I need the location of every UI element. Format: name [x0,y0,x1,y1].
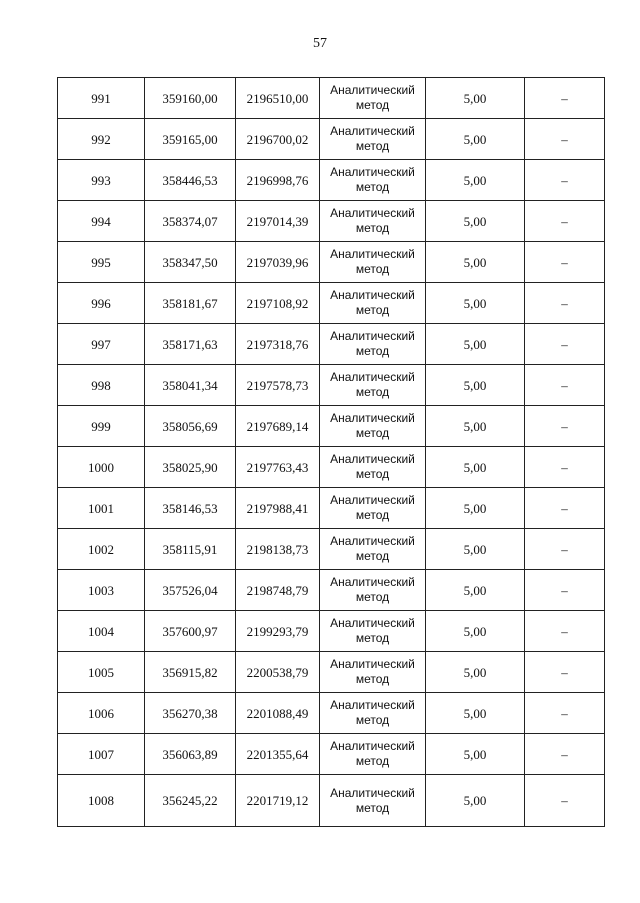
y-coordinate-cell: 2196998,76 [236,160,320,201]
accuracy-cell: 5,00 [426,201,525,242]
description-cell: – [525,652,605,693]
accuracy-cell: 5,00 [426,652,525,693]
method-line-1: Аналитический [330,534,415,548]
point-number-cell: 1006 [58,693,145,734]
method-line-1: Аналитический [330,575,415,589]
point-number-cell: 1004 [58,611,145,652]
method-line-1: Аналитический [330,657,415,671]
method-line-2: метод [355,221,390,235]
method-line-2: метод [355,98,390,112]
method-line-2: метод [355,139,390,153]
description-cell: – [525,119,605,160]
method-line-1: Аналитический [330,739,415,753]
method-cell [320,324,426,365]
description-cell: – [525,201,605,242]
method-line-2: метод [355,303,390,317]
description-cell: – [525,775,605,827]
table-row [58,570,605,611]
method-line-1: Аналитический [330,411,415,425]
table-row [58,652,605,693]
y-coordinate-cell: 2197108,92 [236,283,320,324]
page-number: 57 [313,36,327,51]
accuracy-cell: 5,00 [426,734,525,775]
table-row [58,529,605,570]
y-coordinate-cell: 2201719,12 [236,775,320,827]
method-line-1: Аналитический [330,370,415,384]
table-row [58,242,605,283]
method-cell [320,529,426,570]
description-cell: – [525,283,605,324]
method-cell [320,119,426,160]
description-cell: – [525,242,605,283]
x-coordinate-cell: 356245,22 [145,775,236,827]
method-line-2: метод [355,426,390,440]
description-cell: – [525,693,605,734]
point-number-cell: 999 [58,406,145,447]
x-coordinate-cell: 356915,82 [145,652,236,693]
x-coordinate-cell: 358446,53 [145,160,236,201]
accuracy-cell: 5,00 [426,529,525,570]
x-coordinate-cell: 357526,04 [145,570,236,611]
x-coordinate-cell: 358347,50 [145,242,236,283]
description-cell: – [525,611,605,652]
method-cell [320,242,426,283]
point-number-cell: 997 [58,324,145,365]
method-line-1: Аналитический [330,616,415,630]
accuracy-cell: 5,00 [426,119,525,160]
y-coordinate-cell: 2197763,43 [236,447,320,488]
y-coordinate-cell: 2200538,79 [236,652,320,693]
x-coordinate-cell: 358181,67 [145,283,236,324]
table-row [58,365,605,406]
method-line-1: Аналитический [330,329,415,343]
method-cell [320,160,426,201]
description-cell: – [525,78,605,119]
method-line-2: метод [355,590,390,604]
method-line-2: метод [355,262,390,276]
x-coordinate-cell: 358041,34 [145,365,236,406]
y-coordinate-cell: 2199293,79 [236,611,320,652]
method-cell [320,734,426,775]
x-coordinate-cell: 358056,69 [145,406,236,447]
y-coordinate-cell: 2197039,96 [236,242,320,283]
method-line-1: Аналитический [330,288,415,302]
method-line-2: метод [355,631,390,645]
table-row [58,611,605,652]
description-cell: – [525,488,605,529]
description-cell: – [525,160,605,201]
accuracy-cell: 5,00 [426,693,525,734]
point-number-cell: 1007 [58,734,145,775]
accuracy-cell: 5,00 [426,283,525,324]
y-coordinate-cell: 2196510,00 [236,78,320,119]
point-number-cell: 1001 [58,488,145,529]
method-line-1: Аналитический [330,698,415,712]
method-cell [320,283,426,324]
method-cell [320,365,426,406]
point-number-cell: 1008 [58,775,145,827]
table-row [58,447,605,488]
description-cell: – [525,447,605,488]
accuracy-cell: 5,00 [426,775,525,827]
coordinates-table [57,77,605,827]
description-cell: – [525,406,605,447]
point-number-cell: 1005 [58,652,145,693]
table-row [58,78,605,119]
method-cell [320,693,426,734]
y-coordinate-cell: 2197578,73 [236,365,320,406]
table-row [58,283,605,324]
method-line-1: Аналитический [330,247,415,261]
point-number-cell: 1000 [58,447,145,488]
x-coordinate-cell: 359165,00 [145,119,236,160]
description-cell: – [525,570,605,611]
method-line-2: метод [355,180,390,194]
method-line-1: Аналитический [330,165,415,179]
point-number-cell: 993 [58,160,145,201]
method-cell [320,488,426,529]
method-cell [320,775,426,827]
description-cell: – [525,529,605,570]
x-coordinate-cell: 359160,00 [145,78,236,119]
method-cell [320,78,426,119]
method-line-2: метод [355,672,390,686]
accuracy-cell: 5,00 [426,570,525,611]
accuracy-cell: 5,00 [426,78,525,119]
method-cell [320,201,426,242]
x-coordinate-cell: 356063,89 [145,734,236,775]
method-line-2: метод [355,800,390,815]
accuracy-cell: 5,00 [426,488,525,529]
accuracy-cell: 5,00 [426,406,525,447]
x-coordinate-cell: 357600,97 [145,611,236,652]
method-line-2: метод [355,467,390,481]
point-number-cell: 998 [58,365,145,406]
point-number-cell: 994 [58,201,145,242]
y-coordinate-cell: 2197988,41 [236,488,320,529]
description-cell: – [525,734,605,775]
x-coordinate-cell: 358025,90 [145,447,236,488]
description-cell: – [525,324,605,365]
point-number-cell: 995 [58,242,145,283]
table-body [58,78,605,827]
method-cell [320,652,426,693]
method-line-2: метод [355,713,390,727]
x-coordinate-cell: 358146,53 [145,488,236,529]
table-row [58,201,605,242]
description-cell: – [525,365,605,406]
method-cell [320,611,426,652]
x-coordinate-cell: 358115,91 [145,529,236,570]
point-number-cell: 996 [58,283,145,324]
y-coordinate-cell: 2196700,02 [236,119,320,160]
point-number-cell: 1002 [58,529,145,570]
table-row [58,775,605,827]
method-cell [320,447,426,488]
y-coordinate-cell: 2197318,76 [236,324,320,365]
method-cell [320,406,426,447]
method-cell [320,570,426,611]
accuracy-cell: 5,00 [426,365,525,406]
point-number-cell: 1003 [58,570,145,611]
method-line-2: метод [355,549,390,563]
accuracy-cell: 5,00 [426,447,525,488]
method-line-1: Аналитический [330,83,415,97]
method-line-1: Аналитический [330,493,415,507]
method-line-1: Аналитический [330,452,415,466]
method-line-2: метод [355,385,390,399]
x-coordinate-cell: 358374,07 [145,201,236,242]
table-row [58,734,605,775]
y-coordinate-cell: 2201088,49 [236,693,320,734]
table-row [58,160,605,201]
y-coordinate-cell: 2197014,39 [236,201,320,242]
method-line-1: Аналитический [330,124,415,138]
table-row [58,693,605,734]
method-line-2: метод [355,754,390,768]
point-number-cell: 991 [58,78,145,119]
method-line-1: Аналитический [330,206,415,220]
method-line-2: метод [355,344,390,358]
accuracy-cell: 5,00 [426,160,525,201]
accuracy-cell: 5,00 [426,242,525,283]
table-row [58,406,605,447]
table-row [58,119,605,160]
y-coordinate-cell: 2198138,73 [236,529,320,570]
y-coordinate-cell: 2201355,64 [236,734,320,775]
y-coordinate-cell: 2198748,79 [236,570,320,611]
x-coordinate-cell: 356270,38 [145,693,236,734]
accuracy-cell: 5,00 [426,611,525,652]
point-number-cell: 992 [58,119,145,160]
table-row [58,324,605,365]
method-line-2: метод [355,508,390,522]
accuracy-cell: 5,00 [426,324,525,365]
x-coordinate-cell: 358171,63 [145,324,236,365]
table-row [58,488,605,529]
y-coordinate-cell: 2197689,14 [236,406,320,447]
method-line-1: Аналитический [330,785,415,800]
